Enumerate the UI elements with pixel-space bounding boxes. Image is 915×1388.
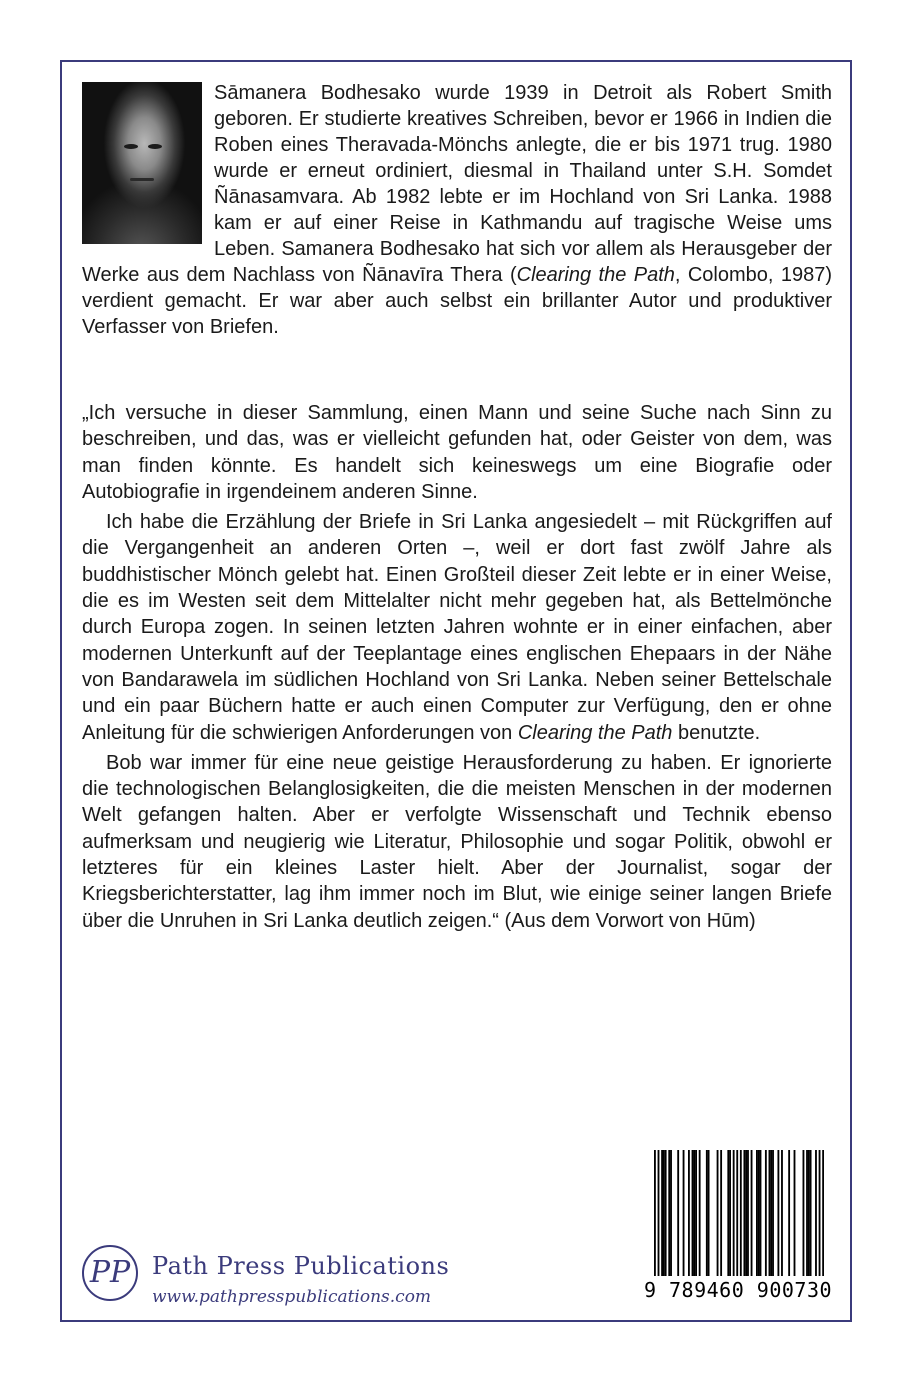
barcode-bar [736, 1150, 738, 1276]
barcode-bar [663, 1150, 665, 1276]
barcode-bar [677, 1150, 679, 1276]
barcode-bar [756, 1150, 758, 1276]
publisher-name: Path Press Publications [152, 1252, 450, 1280]
barcode-bar [699, 1150, 701, 1276]
barcode-bar [794, 1150, 796, 1276]
barcode-box [636, 1135, 840, 1309]
barcode-bar [808, 1150, 810, 1276]
barcode-bar [781, 1150, 783, 1276]
barcode-bar [668, 1150, 670, 1276]
quote-p2-end: benutzte. [672, 721, 761, 744]
photo-spacer [82, 80, 214, 242]
barcode-bar [751, 1150, 753, 1276]
barcode-bar [708, 1150, 710, 1276]
barcode-bar [692, 1150, 694, 1276]
barcode-bar [758, 1150, 760, 1276]
barcode-bar [717, 1150, 719, 1276]
barcode-bar [720, 1150, 722, 1276]
bio-text-end: , Colombo, 1987) verdient gemacht. Er war aber auch selbst ein brillanter Autor und produktiver Verfasser von Briefen. [82, 264, 833, 338]
barcode-bar [772, 1150, 774, 1276]
barcode-bar [654, 1150, 656, 1276]
isbn-number: 9 789460 900730 [643, 1278, 833, 1302]
barcode-bar [693, 1150, 695, 1276]
barcode-bar [803, 1150, 805, 1276]
barcode-bar [822, 1150, 824, 1276]
foreword-quote [82, 400, 832, 934]
barcode-bar [688, 1150, 690, 1276]
barcode-bar [810, 1150, 812, 1276]
barcode-bar [729, 1150, 731, 1276]
barcode-bar [740, 1150, 742, 1276]
barcode-bar [706, 1150, 708, 1276]
barcode-bar [733, 1150, 735, 1276]
quote-p2-text: Ich habe die Erzählung der Briefe in Sri Lanka angesiedelt – mit Rückgriffen auf die Vergangenheit an anderen Orten –, weil er dort fast zwölf Jahre als buddhistischer Mönch gelebt hat. Einen Großteil dieser Zeit lebte er in einer Weise, die es im Westen seit dem Mittelalter nicht mehr gegeben hat, als Bettelmönche durch Europa zogen. In seinen letzten Jahren wohnte er in einer einfachen, aber modernen Unterkunft auf der Teeplantage eines englischen Ehepaars in der Nähe von Bandarawela im südlichen Hochland von Sri Lanka. Neben seiner Bettelschale und ein paar Büchern hatte er auch einen Computer zur Verfügung, den er ohne Anleitung für die schwierigen Anforderungen von [82, 511, 832, 744]
barcode-bar [661, 1150, 663, 1276]
barcode-bar [777, 1150, 779, 1276]
barcode-bar [727, 1150, 729, 1276]
barcode-bar [815, 1150, 817, 1276]
barcode-bar [658, 1150, 660, 1276]
author-bio [82, 80, 832, 340]
bio-book-title: Clearing the Path [516, 264, 675, 286]
barcode-bar [819, 1150, 821, 1276]
publisher-url: www.pathpresspublications.com [152, 1287, 432, 1307]
quote-paragraph-3: Bob war immer für eine neue geistige Herausforderung zu haben. Er ignorierte die technologischen Belanglosigkeiten, die die meisten Menschen in der modernen Welt gefangen halten. Aber er verfolgte Wissenschaft und Technik ebenso aufmerksam und neugierig wie Literatur, Philosophie und sogar Politik, obwohl er letzteres für ein kleines Laster hielt. Aber der Journalist, sogar der Kriegsberichterstatter, lag ihm immer noch im Blut, wie einige seiner langen Briefe über die Unruhen in Sri Lanka deutlich zeigen.“ (Aus dem Vorwort von Hūm) [82, 751, 832, 932]
barcode-bar [788, 1150, 790, 1276]
barcode-bar [743, 1150, 745, 1276]
barcode-bar [747, 1150, 749, 1276]
quote-paragraph-2 [82, 509, 832, 746]
barcode-bar [769, 1150, 771, 1276]
barcode-bar [745, 1150, 747, 1276]
barcode-bar [806, 1150, 808, 1276]
barcode-bars [654, 1150, 824, 1276]
barcode-bar [760, 1150, 762, 1276]
barcode-bar [770, 1150, 772, 1276]
barcode-bar [670, 1150, 672, 1276]
quote-paragraph-1: „Ich versuche in dieser Sammlung, einen Mann und seine Suche nach Sinn zu beschreiben, und das, was er vielleicht gefunden hat, oder Geister von dem, was man finden könnte. Es handelt sich keineswegs um eine Biografie oder Autobiografie in irgendeinem anderen Sinne. [82, 402, 832, 503]
barcode-bar [695, 1150, 697, 1276]
quote-p2-title: Clearing the Path [517, 721, 673, 744]
bio-text: Sāmanera Bodhesako wurde 1939 in Detroit als Robert Smith geboren. Er studierte kreatives Schreiben, bevor er 1966 in Indien die Roben eines Theravada-Mönchs anlegte, die er bis 1971 trug. 1980 wurde er erneut ordiniert, diesmal in Thailand unter S.H. Somdet Ñānasamvara. Ab 1982 lebte er im Hochland von Sri Lanka. 1988 kam er auf einer Reise in Kathmandu auf tragische Weise ums Leben. Samanera Bodhesako hat sich vor allem als Herausgeber der Werke aus dem Nachlass von Ñānavīra Thera ( [82, 82, 832, 286]
barcode-bar [665, 1150, 667, 1276]
barcode-bar [765, 1150, 767, 1276]
barcode-bar [683, 1150, 685, 1276]
publisher-logo: PP [82, 1245, 138, 1301]
